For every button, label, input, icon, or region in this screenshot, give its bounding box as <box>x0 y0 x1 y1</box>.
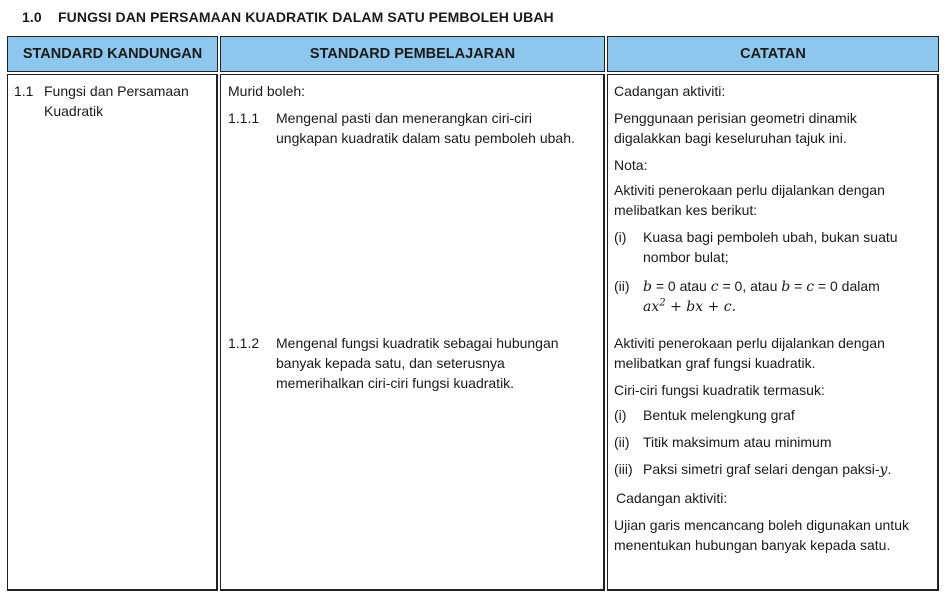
case-i-line2: nombor bulat; <box>643 249 729 265</box>
case-i-line1: Kuasa bagi pemboleh ubah, bukan suatu <box>643 229 898 245</box>
list-ii-number: (ii) <box>614 434 630 450</box>
text-eq0a: = 0 atau <box>651 278 711 294</box>
expr-exponent: 2 <box>659 297 666 309</box>
case-i-number: (i) <box>614 229 627 245</box>
header-standard-kandungan: STANDARD KANDUNGAN <box>7 36 218 72</box>
header-catatan: CATATAN <box>607 36 939 72</box>
list-iii-number: (iii) <box>614 461 633 477</box>
kandungan-title-line2: Kuadratik <box>44 103 104 119</box>
pembelajaran-intro: Murid boleh: <box>228 83 306 99</box>
catatan-p4-line1: Ujian garis mencancang boleh digunakan untuk <box>614 517 909 533</box>
var-b: b <box>643 279 652 295</box>
var-c: c <box>710 279 719 295</box>
catatan-p3-line1: Aktiviti penerokaan perlu dijalankan dengan <box>614 335 885 351</box>
item-2-line3: memerihalkan ciri-ciri fungsi kuadratik. <box>276 375 515 391</box>
kandungan-number: 1.1 <box>14 83 34 99</box>
text-end: = 0 dalam <box>814 278 880 294</box>
item-1-number: 1.1.1 <box>228 110 260 126</box>
section-number: 1.0 <box>22 9 42 25</box>
item-1-line1: Mengenal pasti dan menerangkan ciri-ciri <box>276 110 533 126</box>
column-catatan <box>607 74 939 591</box>
catatan-p1-line1: Penggunaan perisian geometri dinamik <box>614 110 857 126</box>
list-iii-main: Paksi simetri graf selari dengan paksi- <box>643 461 880 477</box>
catatan-p2-line2: melibatkan kes berikut: <box>614 202 758 218</box>
ciri-ciri-label: Ciri-ciri fungsi kuadratik termasuk: <box>614 382 825 398</box>
item-1-line2: ungkapan kuadratik dalam satu pemboleh ubah. <box>276 130 575 146</box>
text-eq0b: = 0, atau <box>718 278 782 294</box>
catatan-p3-line2: melibatkan graf fungsi kuadratik. <box>614 355 816 371</box>
list-i-number: (i) <box>614 407 627 423</box>
quadratic-expression <box>643 297 736 318</box>
item-2-line2: banyak kepada satu, dan seterusnya <box>276 355 505 371</box>
list-iii-text <box>643 459 891 481</box>
catatan-p1-line2: digalakkan bagi keseluruhan tajuk ini. <box>614 130 847 146</box>
expr-rest: + bx + c. <box>665 299 737 315</box>
section-title: FUNGSI DAN PERSAMAAN KUADRATIK DALAM SATU PEMBOLEH UBAH <box>58 9 554 25</box>
var-y: y <box>879 462 888 478</box>
section-heading <box>22 9 554 25</box>
text-eqc: = <box>790 278 807 294</box>
nota-label: Nota: <box>614 157 648 173</box>
list-i-text: Bentuk melengkung graf <box>643 407 795 423</box>
catatan-p2-line1: Aktiviti penerokaan perlu dijalankan dengan <box>614 182 885 198</box>
expr-ax: ax <box>643 299 660 315</box>
var-c2: c <box>806 279 815 295</box>
cadangan-aktiviti-2: Cadangan aktiviti: <box>616 490 728 506</box>
column-standard-kandungan <box>7 74 218 591</box>
header-standard-pembelajaran: STANDARD PEMBELAJARAN <box>220 36 605 72</box>
curriculum-table <box>7 36 939 592</box>
catatan-p4-line2: menentukan hubungan banyak kepada satu. <box>614 537 891 553</box>
column-standard-pembelajaran <box>220 74 605 591</box>
list-iii-dot: . <box>887 461 892 477</box>
item-2-line1: Mengenal fungsi kuadratik sebagai hubungan <box>276 335 559 351</box>
list-ii-text: Titik maksimum atau minimum <box>643 434 832 450</box>
case-ii-number: (ii) <box>614 278 630 294</box>
case-ii-line1 <box>643 276 880 298</box>
cadangan-aktiviti-1: Cadangan aktiviti: <box>614 83 726 99</box>
item-2-number: 1.1.2 <box>228 335 260 351</box>
var-b2: b <box>781 279 791 295</box>
kandungan-title-line1: Fungsi dan Persamaan <box>44 83 189 99</box>
